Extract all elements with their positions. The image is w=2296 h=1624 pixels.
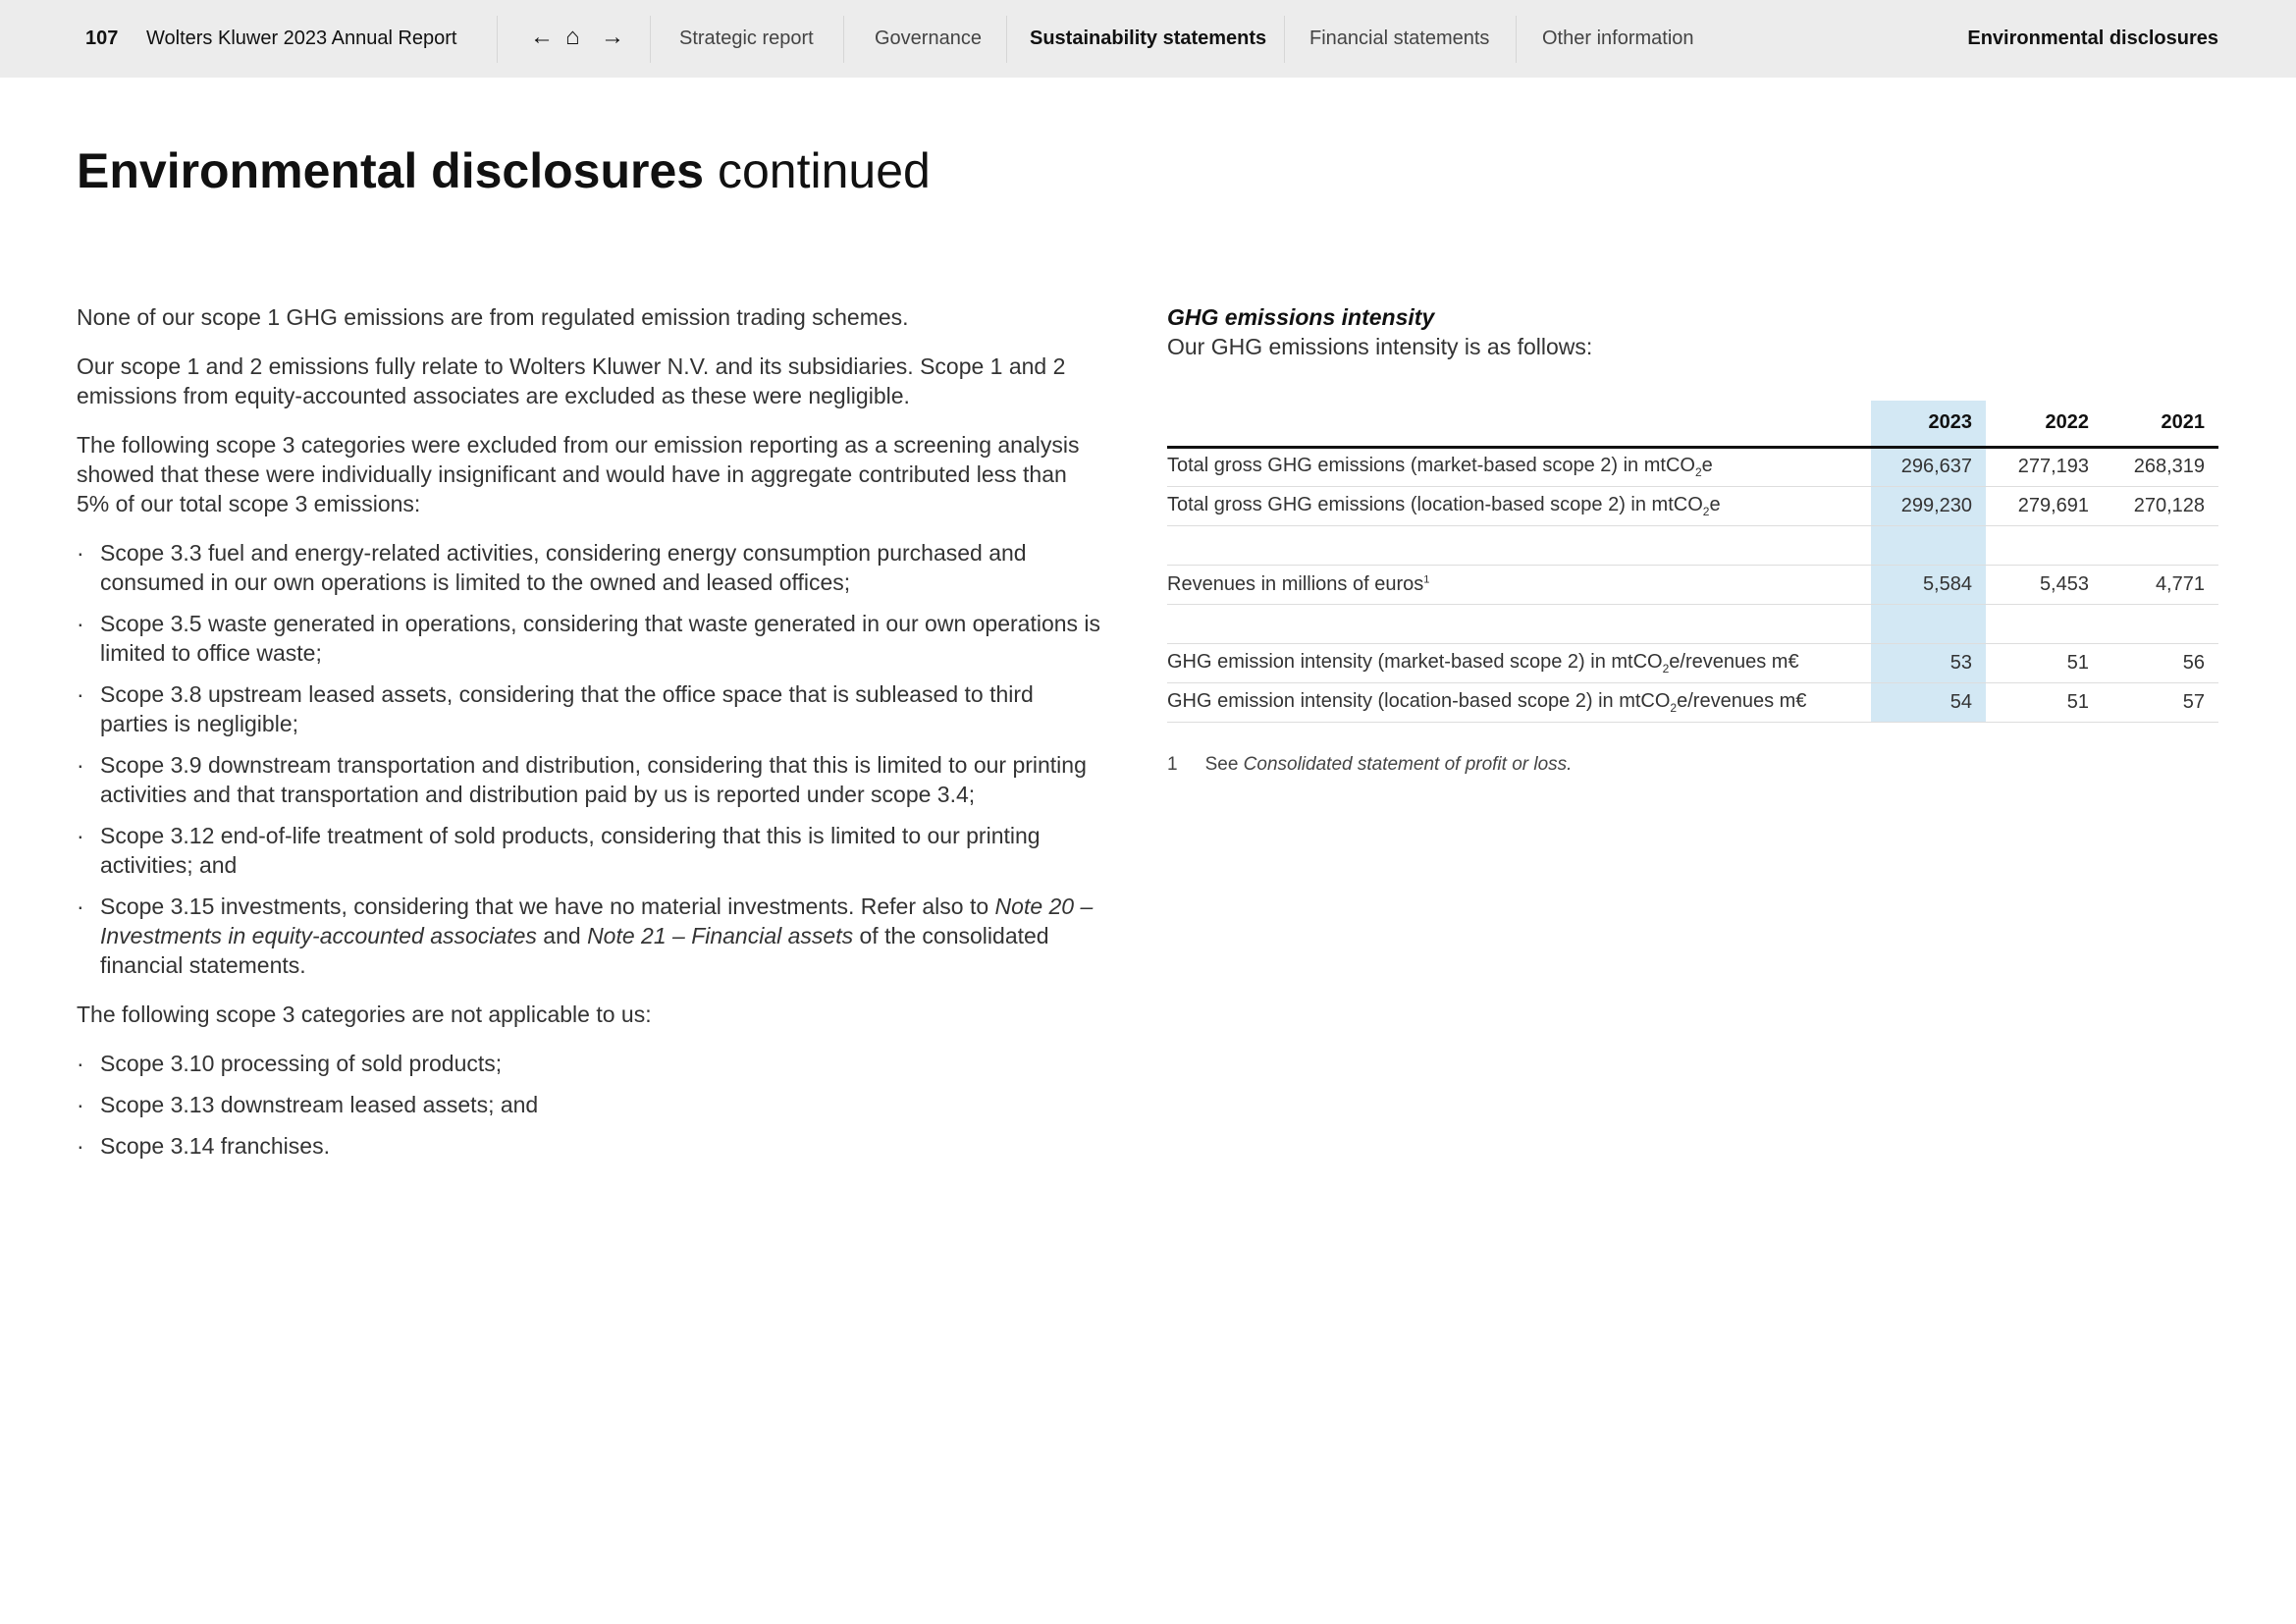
right-column: [1167, 302, 2218, 775]
list-item: · Scope 3.10 processing of sold products;: [77, 1049, 1102, 1078]
cell-value: 277,193: [1986, 447, 2103, 486]
footnote: 1 See Consolidated statement of profit or loss.: [1167, 754, 1573, 775]
column-header: 2022: [1986, 401, 2103, 447]
section-title: GHG emissions intensity: [1167, 304, 1435, 330]
row-label: Revenues in millions of euros$^1$: [1167, 565, 1871, 604]
list-item: · Scope 3.5 waste generated in operations, considering that waste generated in our own operations is limited to office waste;: [77, 609, 1102, 668]
nav-other-information[interactable]: Other information: [1542, 27, 1694, 49]
cell-value: 51: [1986, 643, 2103, 682]
left-column: [77, 302, 1102, 1180]
table-row: [1167, 447, 2218, 486]
not-applicable-list: [77, 1049, 1102, 1161]
list-item: · Scope 3.8 upstream leased assets, considering that the office space that is subleased to third parties is negligible;: [77, 679, 1102, 738]
cell-value: 270,128: [2103, 486, 2218, 525]
note-21-link[interactable]: Note 21 – Financial assets: [587, 923, 854, 948]
row-label: Total gross GHG emissions (market-based scope 2) in mtCO$_2$e: [1167, 447, 1871, 486]
cell-value: 51: [1986, 682, 2103, 722]
list-item: · Scope 3.12 end-of-life treatment of sold products, considering that this is limited to our printing activities; and: [77, 821, 1102, 880]
spacer-row: [1167, 604, 2218, 643]
table-row: [1167, 643, 2218, 682]
cell-value: 296,637: [1871, 447, 1986, 486]
note-20-link[interactable]: Note 20 – Investments in equity-accounted associates: [100, 893, 1094, 948]
paragraph: Our scope 1 and 2 emissions fully relate to Wolters Kluwer N.V. and its subsidiaries. Scope 1 and 2 emissions from equity-accounted associates are excluded as these were negligible.: [77, 353, 1066, 408]
list-item: · Scope 3.13 downstream leased assets; and: [77, 1090, 1102, 1119]
home-icon[interactable]: ⌂: [565, 24, 580, 50]
cell-value: 57: [2103, 682, 2218, 722]
column-header: 2021: [2103, 401, 2218, 447]
section-subtitle: Our GHG emissions intensity is as follows:: [1167, 334, 1593, 359]
row-label: GHG emission intensity (location-based scope 2) in mtCO$_2$e/revenues m€: [1167, 682, 1871, 722]
paragraph: The following scope 3 categories are not applicable to us:: [77, 1001, 652, 1027]
list-item: · Scope 3.9 downstream transportation and distribution, considering that this is limited to our printing activities and that transportation and distribution paid by us is reported under scope 3.4;: [77, 750, 1102, 809]
paragraph: The following scope 3 categories were excluded from our emission reporting as a screening analysis showed that these were individually insignificant and would have in aggregate contributed less than 5% of our total scope 3 emissions:: [77, 432, 1080, 516]
column-header: 2023: [1871, 401, 1986, 447]
row-label: GHG emission intensity (market-based scope 2) in mtCO$_2$e/revenues m€: [1167, 643, 1871, 682]
top-nav: [0, 0, 2296, 78]
cell-value: 268,319: [2103, 447, 2218, 486]
spacer-row: [1167, 525, 2218, 565]
cell-value: 5,453: [1986, 565, 2103, 604]
report-title[interactable]: Wolters Kluwer 2023 Annual Report: [146, 27, 457, 49]
cell-value: 54: [1871, 682, 1986, 722]
nav-financial-statements[interactable]: Financial statements: [1309, 27, 1490, 49]
page-title: Environmental disclosures continued: [77, 143, 931, 198]
nav-governance[interactable]: Governance: [875, 27, 982, 49]
table-row: [1167, 682, 2218, 722]
nav-sustainability-statements[interactable]: Sustainability statements: [1030, 27, 1267, 49]
cell-value: 53: [1871, 643, 1986, 682]
cell-value: 299,230: [1871, 486, 1986, 525]
cell-value: 279,691: [1986, 486, 2103, 525]
nav-strategic-report[interactable]: Strategic report: [679, 27, 814, 49]
arrow-left-icon[interactable]: ←: [530, 24, 554, 50]
current-section: Environmental disclosures: [1967, 27, 2218, 49]
list-item: · Scope 3.3 fuel and energy-related activities, considering energy consumption purchased and consumed in our own operations is limited to the owned and leased offices;: [77, 538, 1102, 597]
row-label: Total gross GHG emissions (location-based scope 2) in mtCO$_2$e: [1167, 486, 1871, 525]
table-row: [1167, 565, 2218, 604]
cell-value: 56: [2103, 643, 2218, 682]
list-item: · Scope 3.15 investments, considering that we have no material investments. Refer also to Note 20 – Investments in equity-accounted associates and Note 21 – Financial assets of the consolidated financial statements.: [77, 892, 1102, 980]
table-row: [1167, 486, 2218, 525]
cell-value: 4,771: [2103, 565, 2218, 604]
arrow-right-icon[interactable]: →: [601, 24, 624, 50]
list-item: · Scope 3.14 franchises.: [77, 1131, 1102, 1161]
ghg-intensity-table: [1167, 401, 2218, 723]
excluded-list: [77, 538, 1102, 980]
page-number: 107: [85, 27, 119, 49]
paragraph: None of our scope 1 GHG emissions are from regulated emission trading schemes.: [77, 304, 909, 330]
cell-value: 5,584: [1871, 565, 1986, 604]
